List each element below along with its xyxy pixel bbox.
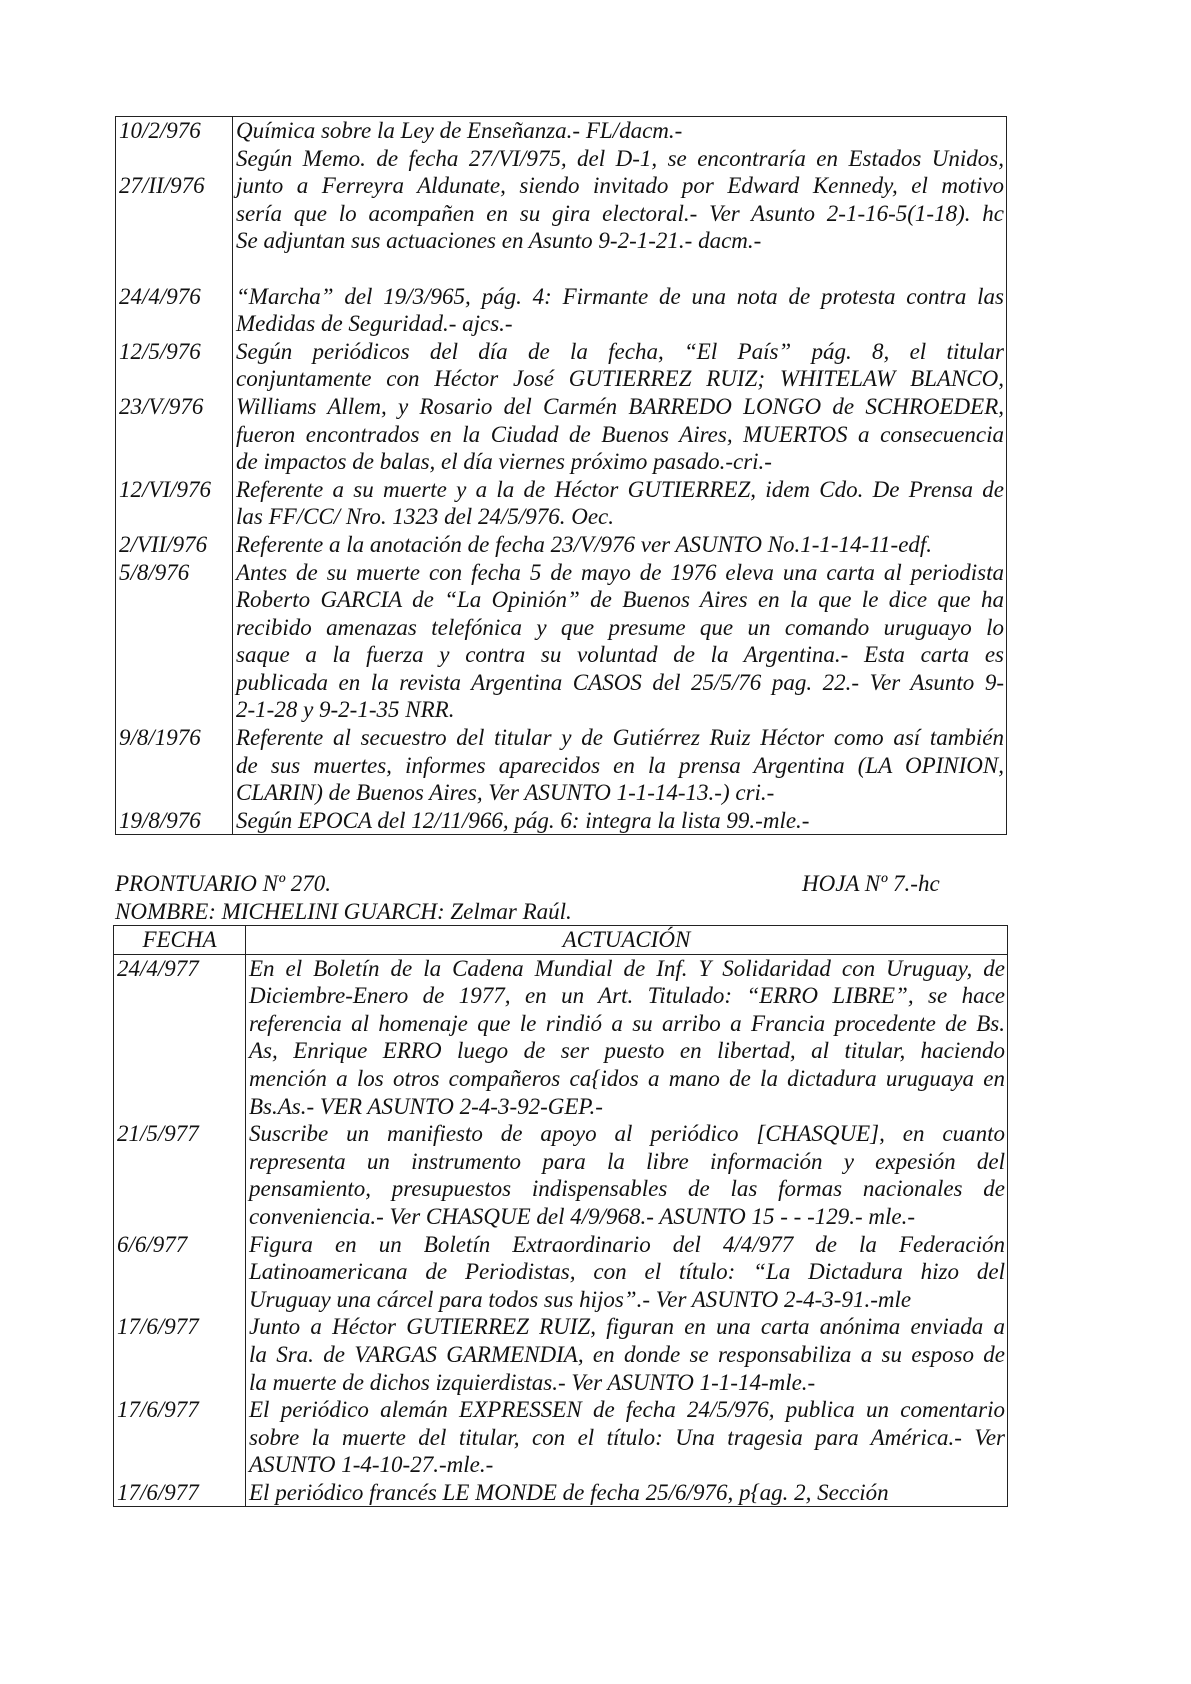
entry-text-line: la Sra. de VARGAS GARMENDIA, en donde se responsabiliza a su esposo de bbox=[249, 1341, 1005, 1367]
table-row bbox=[116, 117, 1007, 145]
entry-text-line: la muerte de dichos izquierdistas.- Ver ASUNTO 1-1-14-mle.- bbox=[249, 1369, 816, 1395]
entry-date-line: 24/4/976 bbox=[119, 283, 201, 309]
entry-text bbox=[233, 145, 1007, 283]
entry-date-line: 17/6/977 bbox=[117, 1397, 199, 1423]
entry-date-line: 9/8/1976 bbox=[119, 725, 201, 751]
entry-text bbox=[233, 283, 1007, 338]
entry-date-line: 12/VI/976 bbox=[119, 476, 211, 502]
prontuario-number: PRONTUARIO Nº 270. bbox=[115, 871, 332, 896]
entry-text bbox=[246, 954, 1008, 1120]
entry-date-line: 10/2/976 bbox=[119, 118, 201, 143]
entry-date bbox=[116, 476, 233, 531]
entry-text bbox=[233, 531, 1007, 559]
record-table bbox=[113, 925, 1008, 1507]
entry-date bbox=[114, 1396, 246, 1479]
entry-text-line: de impactos de balas, el día viernes próximo pasado.-cri.- bbox=[236, 449, 772, 475]
entry-text bbox=[233, 559, 1007, 725]
entry-text-line: Según Memo. de fecha 27/VI/975, del D-1, se encontraría en Estados Unidos, bbox=[236, 145, 1004, 171]
entry-text-line: Uruguay una cárcel para todos sus hijos”.- Ver ASUNTO 2-4-3-91.-mle bbox=[249, 1286, 912, 1312]
entry-text-line: Junto a Héctor GUTIERREZ RUIZ, figuran en una carta anónima enviada a bbox=[249, 1314, 1005, 1340]
entry-text-line: Antes de su muerte con fecha 5 de mayo de 1976 eleva una carta al periodista bbox=[236, 559, 1004, 585]
entry-text-line: Figura en un Boletín Extraordinario del 4/4/977 de la Federación bbox=[249, 1231, 1005, 1257]
entry-date-line: 19/8/976 bbox=[119, 807, 201, 833]
entry-text-line: Química sobre la Ley de Enseñanza.- FL/dacm.- bbox=[236, 118, 683, 143]
entry-text-line: En el Boletín de la Cadena Mundial de Inf. Y Solidaridad con Uruguay, de bbox=[249, 955, 1005, 981]
entry-text-line: ASUNTO 1-4-10-27.-mle.- bbox=[249, 1452, 494, 1478]
subject-name: NOMBRE: MICHELINI GUARCH: Zelmar Raúl. bbox=[115, 899, 572, 924]
entry-date-line: 2/VII/976 bbox=[119, 531, 208, 557]
entry-text-line: Referente al secuestro del titular y de Gutiérrez Ruiz Héctor como así también bbox=[236, 725, 1004, 751]
entry-text-line: Referente a la anotación de fecha 23/V/976 ver ASUNTO No.1-1-14-11-edf. bbox=[236, 531, 933, 557]
entry-text-line: 2-1-28 y 9-2-1-35 NRR. bbox=[236, 697, 455, 723]
entry-date bbox=[116, 117, 233, 145]
entry-text bbox=[246, 1396, 1008, 1479]
table-row bbox=[116, 283, 1007, 338]
entry-date-line: 21/5/977 bbox=[117, 1121, 199, 1147]
entry-text-line: Según periódicos del día de la fecha, “El País” pág. 8, el titular bbox=[236, 338, 1004, 364]
entry-text-line: Roberto GARCIA de “La Opinión” de Buenos Aires en la que le dice que ha bbox=[236, 587, 1004, 613]
table-row bbox=[116, 807, 1007, 835]
entry-text-line: junto a Ferreyra Aldunate, siendo invitado por Edward Kennedy, el motivo bbox=[236, 173, 1004, 199]
entry-text-line: fueron encontrados en la Ciudad de Buenos Aires, MUERTOS a consecuencia bbox=[236, 421, 1004, 447]
entry-text-line: El periódico francés LE MONDE de fecha 25/6/976, p{ag. 2, Sección bbox=[249, 1479, 889, 1505]
table-row bbox=[116, 476, 1007, 531]
entry-text-line: El periódico alemán EXPRESSEN de fecha 24/5/976, publica un comentario bbox=[249, 1397, 1005, 1423]
entry-date bbox=[116, 531, 233, 559]
table-row bbox=[116, 724, 1007, 807]
table-row bbox=[116, 531, 1007, 559]
record-table-body bbox=[116, 117, 1007, 835]
entry-text-line: saque a la fuerza y contra su voluntad de la Argentina.- Esta carta es bbox=[236, 642, 1004, 668]
entry-text-line: Referente a su muerte y a la de Héctor GUTIERREZ, idem Cdo. De Prensa de bbox=[236, 476, 1004, 502]
column-header-actuacion: ACTUACIÓN bbox=[246, 926, 1008, 955]
entry-text bbox=[233, 338, 1007, 476]
entry-date-line: 17/6/977 bbox=[117, 1314, 199, 1340]
table-row bbox=[114, 1479, 1008, 1507]
entry-text-line: conveniencia.- Ver CHASQUE del 4/9/968.- ASUNTO 15 - - -129.- mle.- bbox=[249, 1203, 916, 1229]
entry-text-line: sería que lo acompañen en su gira electoral.- Ver Asunto 2-1-16-5(1-18). hc bbox=[236, 200, 1004, 226]
entry-date-line: 27/II/976 bbox=[119, 173, 205, 199]
entry-text-line: sobre la muerte del titular, con el título: Una tragesia para América.- Ver bbox=[249, 1424, 1005, 1450]
entry-text-line: Diciembre-Enero de 1977, en un Art. Titulado: “ERRO LIBRE”, se hace bbox=[249, 983, 1005, 1009]
entry-text-line: CLARIN) de Buenos Aires, Ver ASUNTO 1-1-14-13.-) cri.- bbox=[236, 780, 775, 806]
entry-text-line: Latinoamericana de Periodistas, con el título: “La Dictadura hizo del bbox=[249, 1259, 1005, 1285]
entry-text bbox=[246, 1479, 1008, 1507]
entry-date-line: 17/6/977 bbox=[117, 1479, 199, 1505]
entry-date bbox=[114, 954, 246, 1120]
entry-date bbox=[114, 1231, 246, 1314]
entry-text-line: referencia al homenaje que le rindió a su arribo a Francia procedente de Bs. bbox=[249, 1010, 1005, 1036]
entry-text bbox=[233, 807, 1007, 835]
entry-text-line: conjuntamente con Héctor José GUTIERREZ RUIZ; WHITELAW BLANCO, bbox=[236, 366, 1004, 392]
entry-date bbox=[116, 724, 233, 807]
entry-date-line: 12/5/976 bbox=[119, 338, 201, 364]
entry-text-line: Se adjuntan sus actuaciones en Asunto 9-2-1-21.- dacm.- bbox=[236, 228, 762, 254]
table-row bbox=[116, 559, 1007, 725]
table-row bbox=[116, 338, 1007, 476]
entry-text-line: Según EPOCA del 12/11/966, pág. 6: integra la lista 99.-mle.- bbox=[236, 807, 810, 833]
entry-text-line: recibido amenazas telefónica y que presume que un comando uruguayo lo bbox=[236, 614, 1004, 640]
table-row bbox=[114, 1231, 1008, 1314]
entry-date bbox=[114, 1313, 246, 1396]
entry-text bbox=[246, 1231, 1008, 1314]
table-header-row bbox=[114, 926, 1008, 955]
entry-date-line: 6/6/977 bbox=[117, 1231, 188, 1257]
entry-date bbox=[116, 283, 233, 338]
entry-text-line: Medidas de Seguridad.- ajcs.- bbox=[236, 311, 513, 337]
entry-text-line: las FF/CC/ Nro. 1323 del 24/5/976. Oec. bbox=[236, 504, 614, 530]
entry-text-line: publicada en la revista Argentina CASOS del 25/5/76 pag. 22.- Ver Asunto 9- bbox=[236, 669, 1004, 695]
entry-text-line: de sus muertes, informes aparecidos en la prensa Argentina (LA OPINION, bbox=[236, 752, 1004, 778]
entry-text-line: Suscribe un manifiesto de apoyo al periódico [CHASQUE], en cuanto bbox=[249, 1121, 1005, 1147]
entry-date bbox=[114, 1479, 246, 1507]
entry-date bbox=[116, 559, 233, 725]
sheet-number: HOJA Nº 7.-hc bbox=[802, 871, 940, 896]
table-row bbox=[114, 954, 1008, 1120]
entry-text-line: pensamiento, presupuestos indispensables de las formas nacionales de bbox=[249, 1176, 1005, 1202]
entry-text bbox=[233, 724, 1007, 807]
entry-date-line: 23/V/976 bbox=[119, 393, 204, 419]
entry-text bbox=[233, 117, 1007, 145]
table-row bbox=[114, 1396, 1008, 1479]
entry-text-line: Bs.As.- VER ASUNTO 2-4-3-92-GEP.- bbox=[249, 1093, 603, 1119]
entry-text-line bbox=[236, 255, 1004, 283]
table-row bbox=[116, 145, 1007, 283]
entry-date bbox=[116, 145, 233, 283]
entry-date-line bbox=[119, 145, 230, 173]
entry-text bbox=[246, 1313, 1008, 1396]
entry-text bbox=[246, 1120, 1008, 1230]
entry-date-line: 24/4/977 bbox=[117, 955, 199, 981]
entry-date bbox=[116, 807, 233, 835]
entry-date-line bbox=[119, 365, 230, 393]
entry-text bbox=[233, 476, 1007, 531]
record-table-body bbox=[114, 954, 1008, 1507]
table-row bbox=[114, 1120, 1008, 1230]
entry-text-line: mención a los otros compañeros ca{idos a mano de la dictadura uruguaya en bbox=[249, 1065, 1005, 1091]
entry-text-line: Williams Allem, y Rosario del Carmén BARREDO LONGO de SCHROEDER, bbox=[236, 393, 1004, 419]
entry-date-line: 5/8/976 bbox=[119, 559, 190, 585]
entry-date bbox=[114, 1120, 246, 1230]
column-header-date: FECHA bbox=[114, 926, 246, 955]
record-table-continued bbox=[115, 116, 1007, 835]
entry-text-line: representa un instrumento para la libre información y expesión del bbox=[249, 1148, 1005, 1174]
entry-date bbox=[116, 338, 233, 476]
entry-text-line: “Marcha” del 19/3/965, pág. 4: Firmante de una nota de protesta contra las bbox=[236, 283, 1004, 309]
table-row bbox=[114, 1313, 1008, 1396]
entry-text-line: As, Enrique ERRO luego de ser puesto en libertad, al titular, haciendo bbox=[249, 1038, 1005, 1064]
